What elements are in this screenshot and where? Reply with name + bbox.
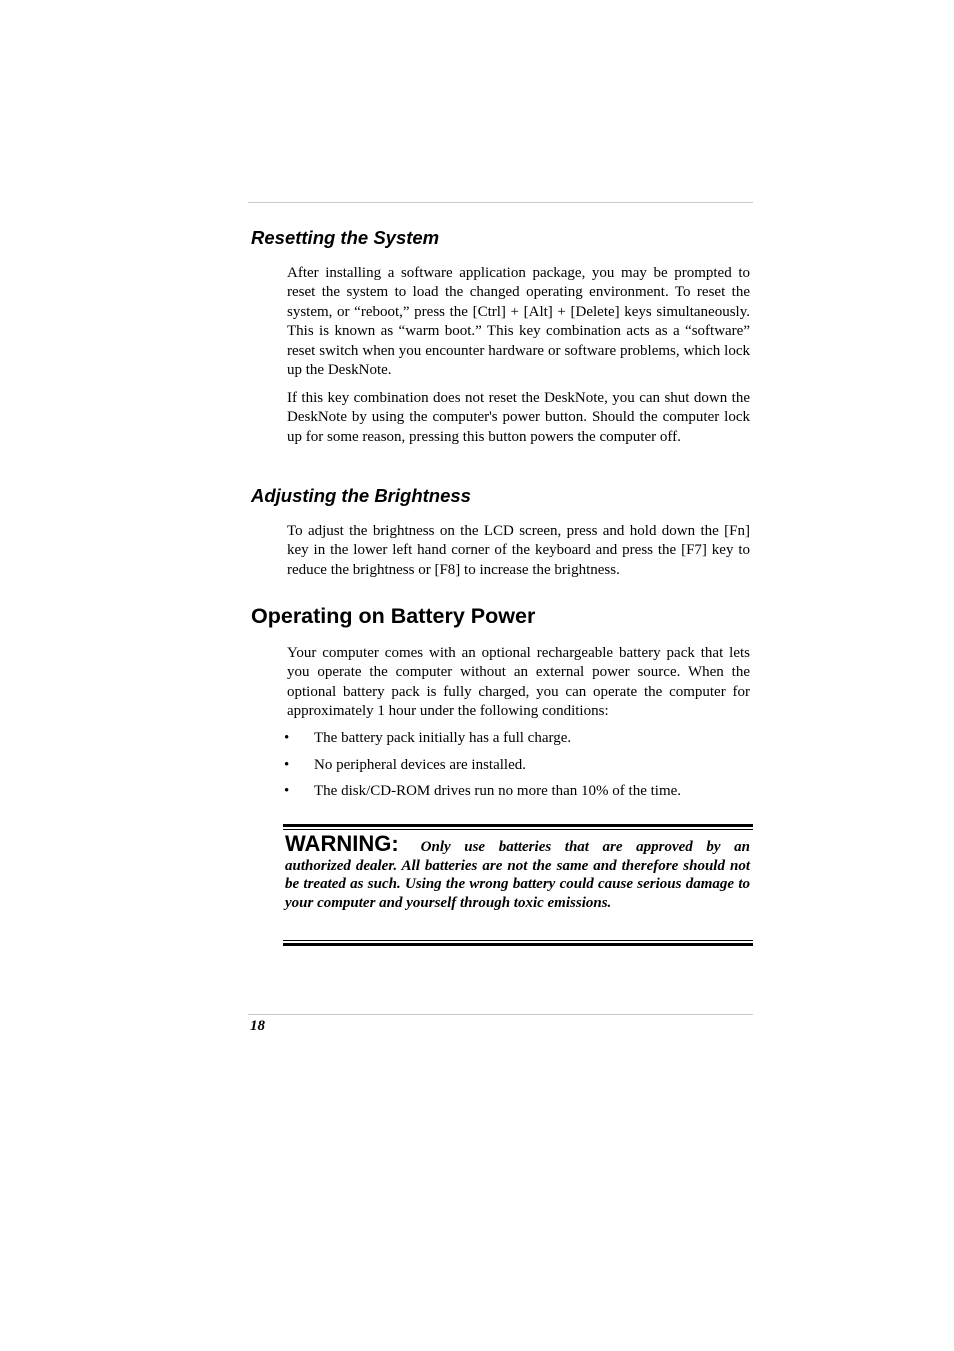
warning-label: WARNING: [285,831,399,856]
paragraph-battery-intro: Your computer comes with an optional rechargeable battery pack that lets you operate the computer without an external power source. When the optional battery pack is fully charged, you can operate the computer for approximately 1 hour under the following conditions: [287,645,750,720]
list-item-text: No peripheral devices are installed. [314,756,526,773]
list-item [284,782,750,801]
bullet-icon: • [284,730,290,746]
list-item-text: The disk/CD-ROM drives run no more than 10% of the time. [314,782,682,799]
warning-text: Only use batteries that are approved by an authorized dealer. All batteries are not the same and therefore should not be treated as such. Using the wrong battery could cause serious damage to your computer and yourself through toxic emissions. [285,839,750,911]
header-rule [248,202,753,203]
paragraph-power-button: If this key combination does not reset the DeskNote, you can shut down the DeskNote by using the computer's power button. Should the computer lock up for some reason, pressing this button powers the computer off. [287,390,750,445]
heading-adjusting-brightness: Adjusting the Brightness [251,485,471,506]
list-item-text: The battery pack initially has a full charge. [314,730,572,746]
list-item [284,756,750,775]
list-item [284,729,750,748]
footer-rule [248,1014,753,1015]
bullet-icon: • [284,782,290,799]
battery-conditions-list [284,729,750,801]
warning-callout [285,831,750,912]
heading-resetting-the-system: Resetting the System [251,227,440,248]
page-number: 18 [250,1018,265,1034]
paragraph-reset-instructions: After installing a software application package, you may be prompted to reset the system to load the changed operating environment. To reset the system, or “reboot,” press the [Ctrl] + [Alt] + [Delete] keys simultaneously. This is known as “warm boot.” This key combination acts as a “software” reset switch when you encounter hardware or software problems, which lock up the DeskNote. [287,265,750,379]
heading-operating-on-battery: Operating on Battery Power [251,604,536,628]
paragraph-brightness-instructions: To adjust the brightness on the LCD screen, press and hold down the [Fn] key in the lower left hand corner of the keyboard and press the [F7] key to reduce the brightness or [F8] to increase the brightness. [287,523,750,578]
bullet-icon: • [284,756,290,773]
